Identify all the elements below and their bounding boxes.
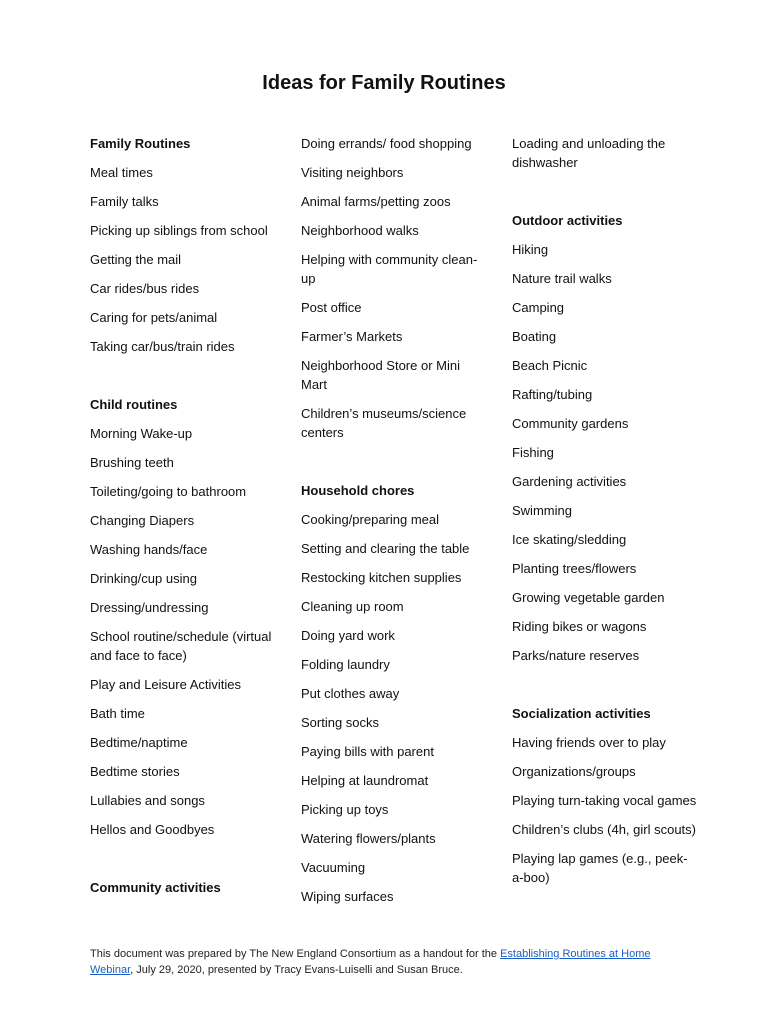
- list-item: Vacuuming: [301, 860, 366, 875]
- list-item: Farmer’s Markets: [301, 329, 403, 344]
- list-item: Doing errands/ food shopping: [301, 136, 472, 151]
- footer-text-end: , July 29, 2020, presented by Tracy Evans-Luiselli and Susan Bruce.: [130, 964, 463, 976]
- column-2: [301, 134, 481, 916]
- list-item: Watering flowers/plants: [301, 831, 436, 846]
- list-item: Washing hands/face: [90, 542, 208, 557]
- list-item: Post office: [301, 300, 362, 315]
- list-item: Neighborhood walks: [301, 223, 419, 238]
- list-item: Dressing/undressing: [90, 600, 209, 615]
- webinar-link[interactable]: Establishing Routines at Home Webinar: [90, 948, 651, 976]
- page-title: Ideas for Family Routines: [262, 72, 506, 94]
- list-item: Beach Picnic: [512, 358, 588, 373]
- list-item: Restocking kitchen supplies: [301, 570, 462, 585]
- list-item: Meal times: [90, 165, 153, 180]
- list-item: Helping with community clean-up: [301, 252, 478, 286]
- socialization-activities-list: [512, 733, 697, 887]
- list-item: Nature trail walks: [512, 271, 612, 286]
- list-item: Bedtime stories: [90, 764, 180, 779]
- list-item: Rafting/tubing: [512, 387, 593, 402]
- list-item: Setting and clearing the table: [301, 541, 470, 556]
- section-heading-child-routines: Child routines: [90, 397, 178, 412]
- household-chores-continued-list: [512, 134, 697, 172]
- list-item: Gardening activities: [512, 474, 627, 489]
- list-item: Cleaning up room: [301, 599, 404, 614]
- family-routines-list: [90, 163, 280, 356]
- list-item: Caring for pets/animal: [90, 310, 218, 325]
- list-item: Bath time: [90, 706, 145, 721]
- section-heading-family-routines: Family Routines: [90, 136, 191, 151]
- list-item: Cooking/preparing meal: [301, 512, 440, 527]
- footer-text-start: This document was prepared by The New England Consortium as a handout for the: [90, 948, 501, 960]
- list-item: Car rides/bus rides: [90, 281, 200, 296]
- list-item: Hellos and Goodbyes: [90, 822, 215, 837]
- list-item: Animal farms/petting zoos: [301, 194, 451, 209]
- list-item: Hiking: [512, 242, 549, 257]
- child-routines-list: [90, 424, 280, 839]
- list-item: Organizations/groups: [512, 764, 636, 779]
- list-item: Wiping surfaces: [301, 889, 394, 904]
- list-item: Toileting/going to bathroom: [90, 484, 247, 499]
- list-item: Drinking/cup using: [90, 571, 197, 586]
- list-item: Playing lap games (e.g., peek-a-boo): [512, 851, 688, 885]
- list-item: Loading and unloading the dishwasher: [512, 136, 666, 170]
- list-item: Parks/nature reserves: [512, 648, 640, 663]
- list-item: Swimming: [512, 503, 572, 518]
- list-item: Doing yard work: [301, 628, 395, 643]
- section-heading-household-chores: Household chores: [301, 483, 415, 498]
- list-item: Community gardens: [512, 416, 629, 431]
- community-activities-list: [301, 134, 481, 442]
- household-chores-list: [301, 510, 481, 906]
- list-item: Fishing: [512, 445, 554, 460]
- list-item: Visiting neighbors: [301, 165, 404, 180]
- outdoor-activities-list: [512, 240, 697, 665]
- list-item: Getting the mail: [90, 252, 182, 267]
- list-item: Playing turn-taking vocal games: [512, 793, 697, 808]
- section-heading-socialization-activities: Socialization activities: [512, 706, 651, 721]
- column-3: [512, 134, 697, 897]
- column-1: [90, 134, 280, 907]
- list-item: Morning Wake-up: [90, 426, 193, 441]
- list-item: Riding bikes or wagons: [512, 619, 647, 634]
- list-item: Children’s clubs (4h, girl scouts): [512, 822, 696, 837]
- list-item: Lullabies and songs: [90, 793, 205, 808]
- list-item: Changing Diapers: [90, 513, 195, 528]
- list-item: Boating: [512, 329, 557, 344]
- list-item: School routine/schedule (virtual and face to face): [90, 629, 272, 663]
- list-item: Play and Leisure Activities: [90, 677, 242, 692]
- list-item: Folding laundry: [301, 657, 390, 672]
- list-item: Neighborhood Store or Mini Mart: [301, 358, 460, 392]
- list-item: Planting trees/flowers: [512, 561, 637, 576]
- list-item: Taking car/bus/train rides: [90, 339, 235, 354]
- list-item: Ice skating/sledding: [512, 532, 627, 547]
- section-heading-outdoor-activities: Outdoor activities: [512, 213, 623, 228]
- footer-note: [90, 946, 690, 978]
- list-item: Put clothes away: [301, 686, 400, 701]
- list-item: Camping: [512, 300, 565, 315]
- list-item: Picking up siblings from school: [90, 223, 268, 238]
- list-item: Helping at laundromat: [301, 773, 429, 788]
- list-item: Brushing teeth: [90, 455, 174, 470]
- list-item: Picking up toys: [301, 802, 389, 817]
- section-heading-community-activities: Community activities: [90, 880, 221, 895]
- list-item: Having friends over to play: [512, 735, 666, 750]
- list-item: Growing vegetable garden: [512, 590, 665, 605]
- list-item: Children’s museums/science centers: [301, 406, 467, 440]
- list-item: Sorting socks: [301, 715, 380, 730]
- list-item: Bedtime/naptime: [90, 735, 188, 750]
- list-item: Paying bills with parent: [301, 744, 434, 759]
- list-item: Family talks: [90, 194, 159, 209]
